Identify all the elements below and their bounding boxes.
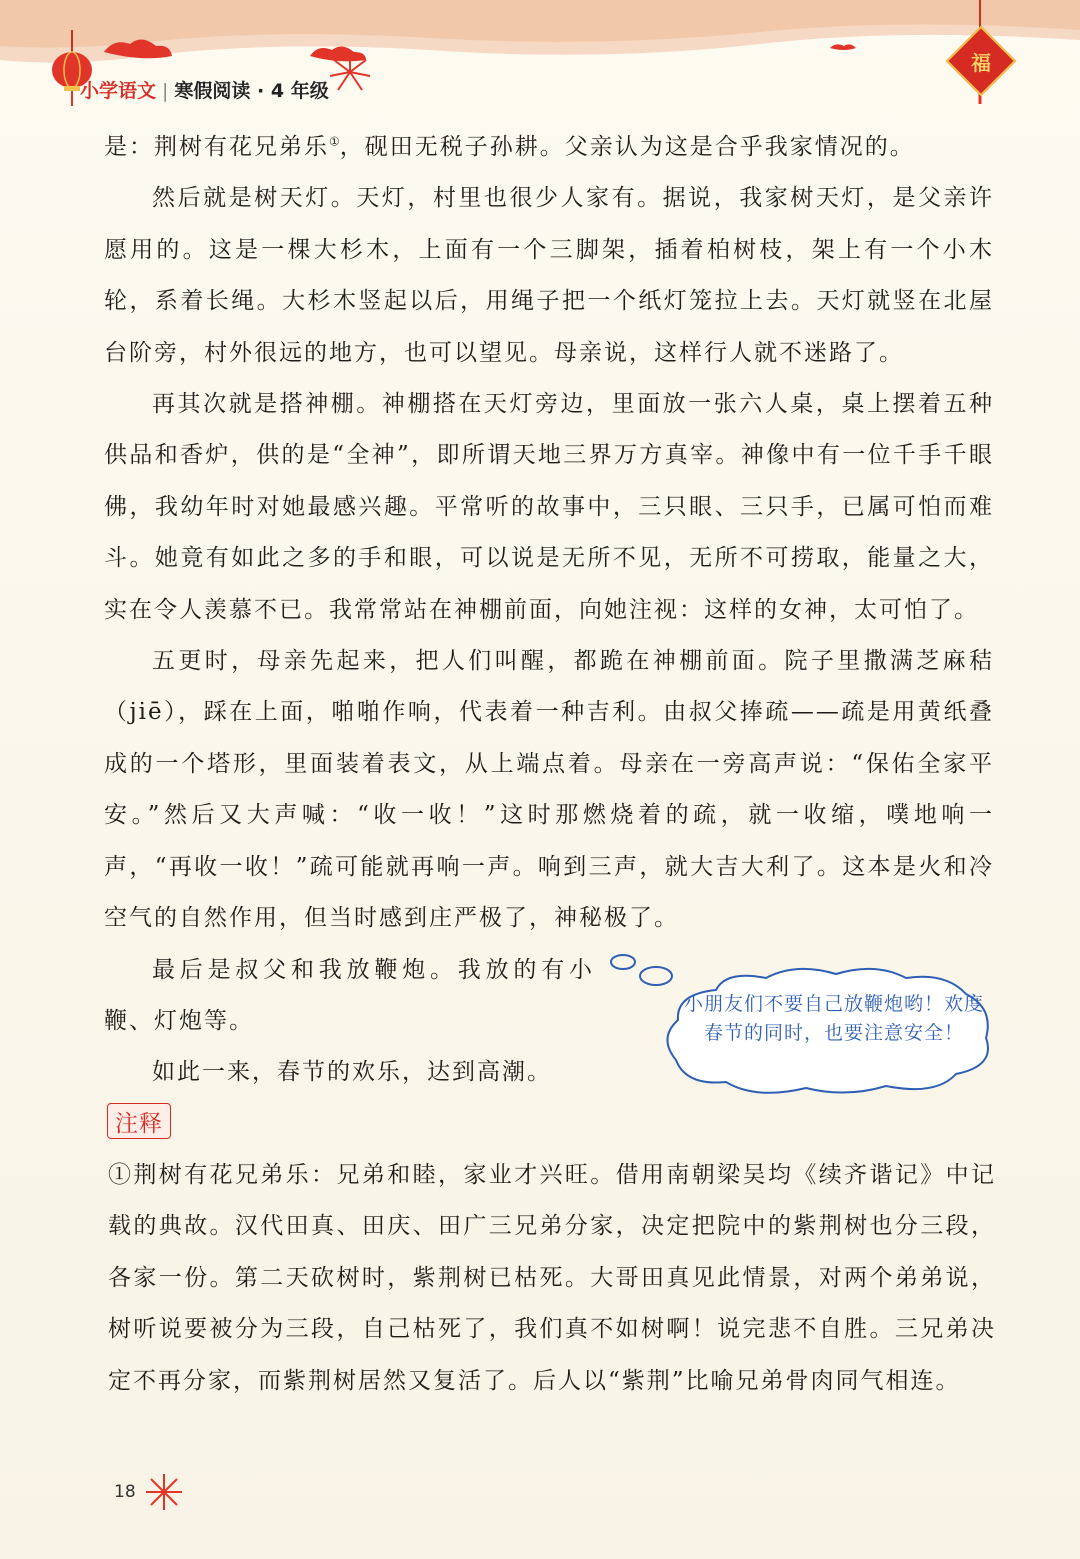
- paragraph: 如此一来，春节的欢乐，达到高潮。: [152, 1059, 552, 1086]
- bubble-text: 小朋友们不要自己放鞭炮哟！欢度春节的同时，也要注意安全！: [683, 993, 984, 1044]
- paragraph: [104, 122, 994, 173]
- notes-label: 注释: [107, 1103, 171, 1139]
- paragraph: 然后就是树天灯。天灯，村里也很少人家有。据说，我家树天灯，是父亲许愿用的。这是一棵大杉木，上面有一个三脚架，插着柏树枝，架上有一个小木轮，系着长绳。大杉木竖起以后，用绳子把一个纸灯笼拉上去。天灯就竖在北屋台阶旁，村外很远的地方，也可以望见。母亲说，这样行人就不迷路了。: [104, 185, 994, 366]
- paragraph-text: 是：荆树有花兄弟乐: [104, 134, 329, 160]
- paragraph: 五更时，母亲先起来，把人们叫醒，都跪在神棚前面。院子里撒满芝麻秸（jiē），踩在上面，啪啪作响，代表着一种吉利。由叔父捧疏——疏是用黄纸叠成的一个塔形，里面装着表文，从上端点着。母亲在一旁高声说：“保佑全家平安。”然后又大声喊：“收一收！”这时那燃烧着的疏，就一收缩，噗地响一声，“再收一收！”疏可能就再响一声。响到三声，就大吉大利了。这本是火和冷空气的自然作用，但当时感到庄严极了，神秘极了。: [104, 648, 994, 932]
- page-number: 18: [114, 1482, 136, 1502]
- header-title: [80, 76, 329, 103]
- paragraph: 再其次就是搭神棚。神棚搭在天灯旁边，里面放一张六人桌，桌上摆着五种供品和香炉，供的是“全神”，即所谓天地三界万方真宰。神像中有一位千手千眼佛，我幼年时对她最感兴趣。平常听的故事中，三只眼、三只手，已属可怕而难斗。她竟有如此之多的手和眼，可以说是无所不见，无所不可捞取，能量之大，实在令人羡慕不已。我常常站在神棚前面，向她注视：这样的女神，太可怕了。: [104, 391, 994, 623]
- note-reference[interactable]: ①: [329, 134, 340, 149]
- paragraph: 最后是叔父和我放鞭炮。我放的有小鞭、灯炮等。: [104, 956, 594, 1034]
- header-decoration: [0, 0, 1080, 130]
- firework-icon: [144, 1472, 184, 1512]
- book-label: 寒假阅读 · 4 年级: [174, 80, 329, 102]
- subject-label: 小学语文: [80, 80, 157, 102]
- note-item: ①荆树有花兄弟乐：兄弟和睦，家业才兴旺。借用南朝梁吴均《续齐谐记》中记载的典故。汉代田真、田庆、田广三兄弟分家，决定把院中的紫荆树也分三段，各家一份。第二天砍树时，紫荆树已枯死。大哥田真见此情景，对两个弟弟说，树听说要被分为三段，自己枯死了，我们真不如树啊！说完悲不自胜。三兄弟决定不再分家，而紫荆树居然又复活了。后人以“紫荆”比喻兄弟骨肉同气相连。: [108, 1162, 996, 1394]
- header-separator: |: [162, 80, 169, 102]
- fu-badge-text: 福: [971, 50, 991, 75]
- paragraph-text-tail: ，砚田无税子孙耕。父亲认为这是合乎我家情况的。: [339, 134, 915, 160]
